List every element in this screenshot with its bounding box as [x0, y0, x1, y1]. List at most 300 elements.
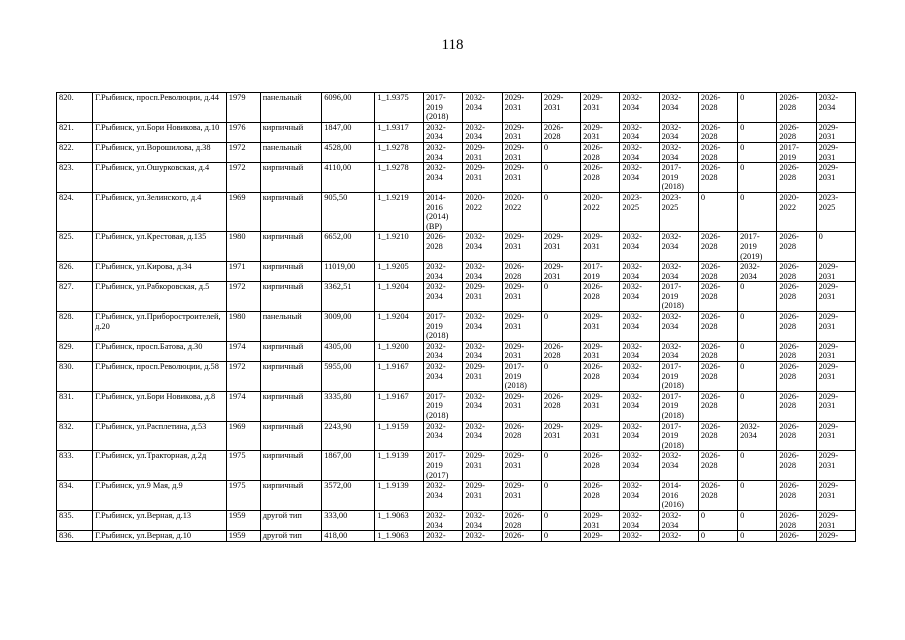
cell-period-5: 2026-2028 [581, 282, 620, 312]
cell-year-built: 1980 [226, 312, 260, 342]
cell-period-1: 2032- [424, 531, 463, 542]
cell-address: Г.Рыбинск, ул.Ворошилова, д.38 [93, 142, 227, 162]
cell-year-built: 1969 [226, 421, 260, 451]
table-row [57, 341, 856, 361]
cell-period-10: 2026-2028 [777, 421, 816, 451]
cell-period-1: 2032-2034 [424, 481, 463, 511]
cell-index-code: 1_1.9200 [375, 341, 424, 361]
table-row [57, 163, 856, 193]
cell-period-10: 2026-2028 [777, 391, 816, 421]
cell-period-2: 2032-2034 [463, 391, 502, 421]
cell-period-7: 2032-2034 [659, 122, 698, 142]
cell-year-built: 1980 [226, 232, 260, 262]
cell-period-8: 2026-2028 [698, 142, 737, 162]
cell-period-11: 2029-2031 [816, 262, 855, 282]
cell-total-area: 4110,00 [322, 163, 375, 193]
cell-address: Г.Рыбинск, ул.Крестовая, д.135 [93, 232, 227, 262]
cell-period-3: 2029-2031 [502, 142, 541, 162]
cell-period-7: 2014-2016 (2016) [659, 481, 698, 511]
cell-period-4: 2029-2031 [541, 421, 580, 451]
cell-period-7: 2032-2034 [659, 93, 698, 123]
cell-row-number: 832. [57, 421, 93, 451]
cell-total-area: 11019,00 [322, 262, 375, 282]
cell-period-6: 2032-2034 [620, 421, 659, 451]
cell-period-3: 2029-2031 [502, 93, 541, 123]
cell-period-11: 2029-2031 [816, 421, 855, 451]
table-row [57, 481, 856, 511]
cell-period-11: 2029- [816, 531, 855, 542]
table-row [57, 122, 856, 142]
cell-wall-material: кирпичный [260, 481, 322, 511]
cell-period-4: 0 [541, 362, 580, 392]
cell-index-code: 1_1.9063 [375, 510, 424, 530]
table-row [57, 262, 856, 282]
cell-period-6: 2032-2034 [620, 262, 659, 282]
cell-period-5: 2029-2031 [581, 421, 620, 451]
cell-period-2: 2032- [463, 531, 502, 542]
cell-period-11: 2029-2031 [816, 163, 855, 193]
cell-period-4: 0 [541, 531, 580, 542]
cell-period-9: 2032-2034 [738, 421, 777, 451]
cell-period-4: 2026-2028 [541, 122, 580, 142]
cell-period-5: 2026-2028 [581, 481, 620, 511]
cell-period-6: 2032-2034 [620, 481, 659, 511]
cell-year-built: 1971 [226, 262, 260, 282]
cell-index-code: 1_1.9278 [375, 163, 424, 193]
table-row [57, 93, 856, 123]
cell-period-5: 2026-2028 [581, 362, 620, 392]
cell-total-area: 6652,00 [322, 232, 375, 262]
cell-index-code: 1_1.9167 [375, 391, 424, 421]
cell-period-4: 0 [541, 282, 580, 312]
cell-period-11: 2029-2031 [816, 510, 855, 530]
cell-period-6: 2032-2034 [620, 282, 659, 312]
cell-row-number: 826. [57, 262, 93, 282]
cell-period-6: 2032-2034 [620, 93, 659, 123]
cell-period-7: 2032- [659, 531, 698, 542]
cell-period-2: 2029-2031 [463, 362, 502, 392]
table-row [57, 282, 856, 312]
cell-period-6: 2032-2034 [620, 341, 659, 361]
cell-period-1: 2032-2034 [424, 122, 463, 142]
table-row [57, 391, 856, 421]
cell-period-8: 0 [698, 510, 737, 530]
cell-total-area: 905,50 [322, 192, 375, 231]
table-row [57, 312, 856, 342]
cell-period-11: 2032-2034 [816, 93, 855, 123]
cell-period-9: 0 [738, 531, 777, 542]
cell-period-4: 0 [541, 481, 580, 511]
cell-period-5: 2029-2031 [581, 341, 620, 361]
cell-row-number: 829. [57, 341, 93, 361]
cell-address: Г.Рыбинск, ул.Кирова, д.34 [93, 262, 227, 282]
cell-index-code: 1_1.9063 [375, 531, 424, 542]
cell-period-4: 2029-2031 [541, 232, 580, 262]
cell-period-2: 2029-2031 [463, 481, 502, 511]
cell-period-9: 0 [738, 93, 777, 123]
cell-wall-material: кирпичный [260, 192, 322, 231]
cell-year-built: 1972 [226, 163, 260, 193]
cell-total-area: 333,00 [322, 510, 375, 530]
cell-period-1: 2017-2019 (2018) [424, 93, 463, 123]
cell-period-3: 2029-2031 [502, 232, 541, 262]
cell-year-built: 1972 [226, 142, 260, 162]
cell-index-code: 1_1.9210 [375, 232, 424, 262]
cell-period-6: 2032- [620, 531, 659, 542]
cell-period-10: 2026-2028 [777, 362, 816, 392]
cell-period-7: 2017-2019 (2018) [659, 362, 698, 392]
cell-period-4: 0 [541, 192, 580, 231]
cell-period-9: 0 [738, 510, 777, 530]
cell-period-9: 0 [738, 122, 777, 142]
cell-period-10: 2017-2019 [777, 142, 816, 162]
cell-period-7: 2023-2025 [659, 192, 698, 231]
cell-index-code: 1_1.9205 [375, 262, 424, 282]
cell-index-code: 1_1.9204 [375, 282, 424, 312]
cell-total-area: 4528,00 [322, 142, 375, 162]
cell-period-4: 2029-2031 [541, 262, 580, 282]
cell-period-7: 2032-2034 [659, 142, 698, 162]
cell-period-2: 2032-2034 [463, 122, 502, 142]
cell-total-area: 1867,00 [322, 451, 375, 481]
cell-period-1: 2032-2034 [424, 421, 463, 451]
cell-period-11: 2029-2031 [816, 391, 855, 421]
cell-wall-material: другой тип [260, 510, 322, 530]
cell-period-11: 2029-2031 [816, 481, 855, 511]
cell-period-9: 0 [738, 312, 777, 342]
cell-period-9: 0 [738, 192, 777, 231]
cell-row-number: 834. [57, 481, 93, 511]
cell-year-built: 1959 [226, 531, 260, 542]
cell-year-built: 1974 [226, 341, 260, 361]
cell-period-4: 0 [541, 510, 580, 530]
cell-period-4: 0 [541, 312, 580, 342]
cell-wall-material: другой тип [260, 531, 322, 542]
cell-index-code: 1_1.9219 [375, 192, 424, 231]
table-row [57, 192, 856, 231]
cell-address: Г.Рыбинск, ул.Верная, д.13 [93, 510, 227, 530]
cell-row-number: 830. [57, 362, 93, 392]
cell-period-10: 2026-2028 [777, 282, 816, 312]
cell-period-10: 2026-2028 [777, 312, 816, 342]
cell-period-7: 2032-2034 [659, 262, 698, 282]
cell-row-number: 820. [57, 93, 93, 123]
cell-period-1: 2032-2034 [424, 341, 463, 361]
cell-period-2: 2032-2034 [463, 93, 502, 123]
cell-period-3: 2029-2031 [502, 391, 541, 421]
cell-period-6: 2032-2034 [620, 451, 659, 481]
cell-row-number: 833. [57, 451, 93, 481]
cell-period-8: 2026-2028 [698, 362, 737, 392]
cell-row-number: 827. [57, 282, 93, 312]
housing-register-table [56, 92, 856, 542]
cell-address: Г.Рыбинск, ул.Тракторная, д.2д [93, 451, 227, 481]
cell-period-3: 2029-2031 [502, 341, 541, 361]
cell-year-built: 1972 [226, 282, 260, 312]
cell-row-number: 821. [57, 122, 93, 142]
cell-row-number: 824. [57, 192, 93, 231]
cell-period-9: 2032-2034 [738, 262, 777, 282]
cell-period-6: 2032-2034 [620, 391, 659, 421]
table-row [57, 232, 856, 262]
cell-year-built: 1974 [226, 391, 260, 421]
cell-period-8: 2026-2028 [698, 232, 737, 262]
cell-total-area: 2243,90 [322, 421, 375, 451]
cell-wall-material: кирпичный [260, 391, 322, 421]
cell-period-7: 2017-2019 (2018) [659, 163, 698, 193]
cell-period-8: 0 [698, 531, 737, 542]
cell-period-3: 2026-2028 [502, 510, 541, 530]
cell-year-built: 1972 [226, 362, 260, 392]
cell-total-area: 3572,00 [322, 481, 375, 511]
cell-address: Г.Рыбинск, просп.Революции, д.58 [93, 362, 227, 392]
cell-wall-material: кирпичный [260, 232, 322, 262]
cell-period-6: 2032-2034 [620, 163, 659, 193]
cell-period-11: 2029-2031 [816, 341, 855, 361]
cell-period-8: 2026-2028 [698, 312, 737, 342]
cell-period-2: 2032-2034 [463, 510, 502, 530]
cell-period-11: 2029-2031 [816, 451, 855, 481]
cell-period-8: 2026-2028 [698, 93, 737, 123]
register-body [57, 93, 856, 542]
cell-period-9: 0 [738, 142, 777, 162]
cell-period-4: 0 [541, 142, 580, 162]
cell-index-code: 1_1.9167 [375, 362, 424, 392]
cell-row-number: 823. [57, 163, 93, 193]
cell-period-8: 0 [698, 192, 737, 231]
cell-period-10: 2026-2028 [777, 341, 816, 361]
cell-wall-material: кирпичный [260, 421, 322, 451]
table-row [57, 451, 856, 481]
cell-total-area: 4305,00 [322, 341, 375, 361]
cell-address: Г.Рыбинск, ул.Приборостроителей, д.20 [93, 312, 227, 342]
table-row [57, 531, 856, 542]
cell-period-2: 2029-2031 [463, 163, 502, 193]
cell-period-4: 2029-2031 [541, 93, 580, 123]
cell-period-2: 2032-2034 [463, 312, 502, 342]
cell-period-9: 0 [738, 163, 777, 193]
cell-year-built: 1976 [226, 122, 260, 142]
table-row [57, 362, 856, 392]
cell-wall-material: панельный [260, 142, 322, 162]
cell-period-1: 2026-2028 [424, 232, 463, 262]
cell-period-2: 2029-2031 [463, 142, 502, 162]
cell-address: Г.Рыбинск, ул.Верная, д.10 [93, 531, 227, 542]
cell-period-11: 2029-2031 [816, 142, 855, 162]
cell-period-9: 0 [738, 362, 777, 392]
cell-period-4: 0 [541, 163, 580, 193]
cell-period-1: 2032-2034 [424, 142, 463, 162]
cell-period-7: 2032-2034 [659, 451, 698, 481]
cell-period-9: 0 [738, 451, 777, 481]
cell-period-6: 2032-2034 [620, 232, 659, 262]
cell-period-2: 2032-2034 [463, 232, 502, 262]
cell-period-7: 2017-2019 (2018) [659, 391, 698, 421]
cell-period-8: 2026-2028 [698, 163, 737, 193]
cell-period-2: 2032-2034 [463, 262, 502, 282]
cell-period-3: 2029-2031 [502, 282, 541, 312]
cell-wall-material: панельный [260, 93, 322, 123]
cell-period-3: 2026-2028 [502, 421, 541, 451]
cell-index-code: 1_1.9204 [375, 312, 424, 342]
cell-index-code: 1_1.9139 [375, 481, 424, 511]
cell-row-number: 835. [57, 510, 93, 530]
cell-period-1: 2032-2034 [424, 262, 463, 282]
cell-address: Г.Рыбинск, ул.Расплетина, д.53 [93, 421, 227, 451]
cell-period-7: 2032-2034 [659, 312, 698, 342]
cell-period-9: 2017-2019 (2019) [738, 232, 777, 262]
cell-period-10: 2020-2022 [777, 192, 816, 231]
cell-period-1: 2017-2019 (2017) [424, 451, 463, 481]
cell-period-10: 2026-2028 [777, 93, 816, 123]
cell-address: Г.Рыбинск, ул.Рабкоровская, д.5 [93, 282, 227, 312]
cell-address: Г.Рыбинск, ул.9 Мая, д.9 [93, 481, 227, 511]
cell-period-10: 2026-2028 [777, 232, 816, 262]
cell-wall-material: кирпичный [260, 163, 322, 193]
cell-period-2: 2020-2022 [463, 192, 502, 231]
cell-period-10: 2026-2028 [777, 451, 816, 481]
cell-index-code: 1_1.9375 [375, 93, 424, 123]
cell-total-area: 3335,80 [322, 391, 375, 421]
cell-year-built: 1959 [226, 510, 260, 530]
cell-period-11: 2029-2031 [816, 122, 855, 142]
cell-wall-material: кирпичный [260, 451, 322, 481]
cell-period-5: 2017-2019 [581, 262, 620, 282]
cell-wall-material: кирпичный [260, 341, 322, 361]
cell-period-9: 0 [738, 481, 777, 511]
cell-period-11: 0 [816, 232, 855, 262]
cell-period-3: 2020-2022 [502, 192, 541, 231]
cell-year-built: 1975 [226, 481, 260, 511]
cell-period-6: 2023-2025 [620, 192, 659, 231]
cell-period-8: 2026-2028 [698, 122, 737, 142]
cell-index-code: 1_1.9317 [375, 122, 424, 142]
cell-period-5: 2029-2031 [581, 391, 620, 421]
cell-period-8: 2026-2028 [698, 451, 737, 481]
cell-period-6: 2032-2034 [620, 122, 659, 142]
cell-period-1: 2032-2034 [424, 510, 463, 530]
cell-period-8: 2026-2028 [698, 481, 737, 511]
cell-period-11: 2023-2025 [816, 192, 855, 231]
cell-year-built: 1975 [226, 451, 260, 481]
cell-period-4: 2026-2028 [541, 341, 580, 361]
cell-period-3: 2017-2019 (2018) [502, 362, 541, 392]
cell-period-5: 2029-2031 [581, 93, 620, 123]
cell-period-7: 2032-2034 [659, 232, 698, 262]
cell-row-number: 836. [57, 531, 93, 542]
cell-period-2: 2029-2031 [463, 282, 502, 312]
cell-period-1: 2032-2034 [424, 362, 463, 392]
cell-period-3: 2029-2031 [502, 481, 541, 511]
cell-period-10: 2026-2028 [777, 122, 816, 142]
cell-period-7: 2032-2034 [659, 341, 698, 361]
cell-period-10: 2026-2028 [777, 163, 816, 193]
cell-period-10: 2026- [777, 531, 816, 542]
cell-period-6: 2032-2034 [620, 312, 659, 342]
cell-row-number: 831. [57, 391, 93, 421]
cell-period-9: 0 [738, 391, 777, 421]
cell-period-3: 2029-2031 [502, 122, 541, 142]
cell-period-1: 2014-2016 (2014) (ВР) [424, 192, 463, 231]
table-row [57, 510, 856, 530]
cell-period-9: 0 [738, 341, 777, 361]
cell-period-9: 0 [738, 282, 777, 312]
cell-period-5: 2020-2022 [581, 192, 620, 231]
cell-period-3: 2029-2031 [502, 451, 541, 481]
cell-period-8: 2026-2028 [698, 262, 737, 282]
cell-period-5: 2029-2031 [581, 312, 620, 342]
cell-total-area: 3009,00 [322, 312, 375, 342]
cell-period-2: 2029-2031 [463, 451, 502, 481]
cell-period-7: 2032-2034 [659, 510, 698, 530]
cell-index-code: 1_1.9278 [375, 142, 424, 162]
cell-period-6: 2032-2034 [620, 510, 659, 530]
cell-period-7: 2017-2019 (2018) [659, 282, 698, 312]
cell-period-5: 2026-2028 [581, 163, 620, 193]
cell-period-3: 2029-2031 [502, 163, 541, 193]
cell-row-number: 822. [57, 142, 93, 162]
cell-period-1: 2017-2019 (2018) [424, 312, 463, 342]
cell-period-8: 2026-2028 [698, 421, 737, 451]
cell-address: Г.Рыбинск, ул.Ошурковская, д.4 [93, 163, 227, 193]
cell-total-area: 3362,51 [322, 282, 375, 312]
cell-address: Г.Рыбинск, ул.Бори Новикова, д.10 [93, 122, 227, 142]
cell-period-1: 2032-2034 [424, 282, 463, 312]
cell-period-1: 2032-2034 [424, 163, 463, 193]
cell-period-5: 2029-2031 [581, 232, 620, 262]
cell-period-1: 2017-2019 (2018) [424, 391, 463, 421]
cell-address: Г.Рыбинск, просп.Батова, д.30 [93, 341, 227, 361]
cell-period-5: 2026-2028 [581, 142, 620, 162]
cell-wall-material: кирпичный [260, 282, 322, 312]
cell-wall-material: кирпичный [260, 122, 322, 142]
cell-row-number: 825. [57, 232, 93, 262]
cell-total-area: 418,00 [322, 531, 375, 542]
table-row [57, 421, 856, 451]
cell-period-5: 2029- [581, 531, 620, 542]
cell-period-10: 2026-2028 [777, 481, 816, 511]
cell-period-4: 0 [541, 451, 580, 481]
cell-period-6: 2032-2034 [620, 362, 659, 392]
cell-address: Г.Рыбинск, ул.Бори Новикова, д.8 [93, 391, 227, 421]
cell-period-7: 2017-2019 (2018) [659, 421, 698, 451]
cell-wall-material: кирпичный [260, 262, 322, 282]
cell-period-10: 2026-2028 [777, 510, 816, 530]
cell-index-code: 1_1.9159 [375, 421, 424, 451]
cell-period-11: 2029-2031 [816, 282, 855, 312]
cell-period-8: 2026-2028 [698, 391, 737, 421]
cell-period-3: 2026- [502, 531, 541, 542]
cell-address: Г.Рыбинск, просп.Революции, д.44 [93, 93, 227, 123]
cell-wall-material: панельный [260, 312, 322, 342]
cell-period-10: 2026-2028 [777, 262, 816, 282]
cell-wall-material: кирпичный [260, 362, 322, 392]
cell-total-area: 6096,00 [322, 93, 375, 123]
table-row [57, 142, 856, 162]
cell-period-11: 2029-2031 [816, 312, 855, 342]
cell-address: Г.Рыбинск, ул.Зелинского, д.4 [93, 192, 227, 231]
cell-period-2: 2032-2034 [463, 341, 502, 361]
cell-period-8: 2026-2028 [698, 282, 737, 312]
page-number: 118 [441, 37, 464, 53]
cell-total-area: 1847,00 [322, 122, 375, 142]
cell-period-5: 2029-2031 [581, 510, 620, 530]
cell-period-3: 2026-2028 [502, 262, 541, 282]
cell-index-code: 1_1.9139 [375, 451, 424, 481]
cell-period-6: 2032-2034 [620, 142, 659, 162]
cell-period-4: 2026-2028 [541, 391, 580, 421]
cell-year-built: 1979 [226, 93, 260, 123]
